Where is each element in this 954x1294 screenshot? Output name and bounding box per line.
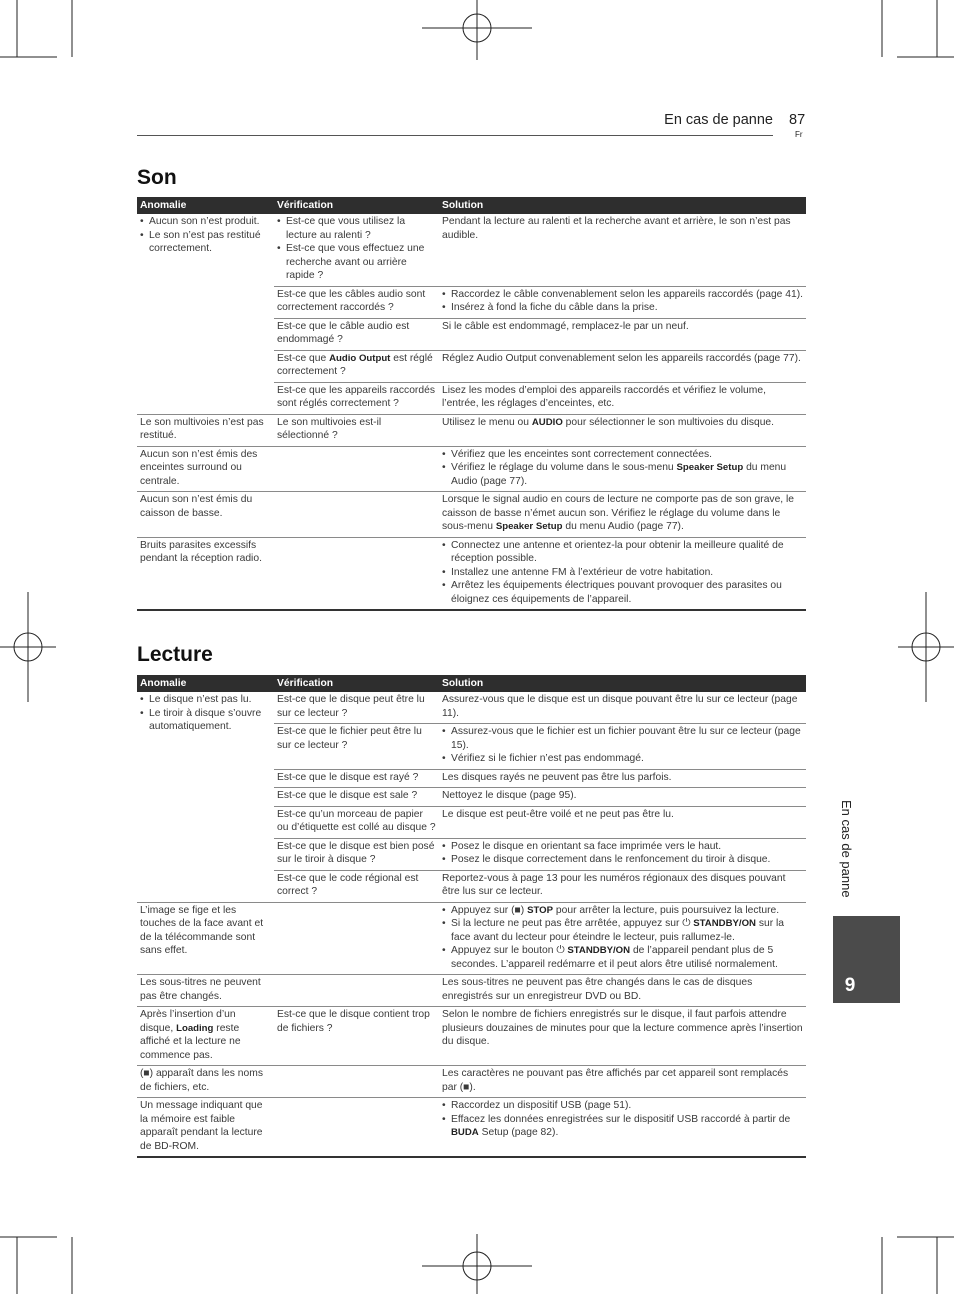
verification-cell xyxy=(274,446,439,492)
text: Setup (page 82). xyxy=(481,1127,559,1138)
display-message: Loading xyxy=(176,1022,214,1034)
verification-cell: Est-ce que le disque contient trop de fichiers ? xyxy=(274,1007,439,1066)
verification-cell xyxy=(274,350,439,382)
verification-cell: Est-ce que le disque peut être lu sur ce lecteur ? xyxy=(274,692,439,724)
anomalie-cell: Un message indiquant que la mémoire est faible apparaît pendant la lecture de BD-ROM. xyxy=(137,1098,274,1158)
setting-name: BUDA xyxy=(451,1127,479,1138)
button-name: STANDBY/ON xyxy=(693,918,756,929)
solution-cell: Nettoyez le disque (page 95). xyxy=(439,788,806,807)
setting-name: Speaker Setup xyxy=(676,462,744,473)
table-header-row xyxy=(137,197,806,214)
side-tab-label: En cas de panne xyxy=(839,800,854,898)
solution-cell: Les disques rayés ne peuvent pas être lus parfois. xyxy=(439,769,806,788)
verification-cell: Est-ce que les câbles audio sont correctement raccordés ? xyxy=(274,286,439,318)
solution-cell: Reportez-vous à page 13 pour les numéros régionaux des disques pouvant être lus sur ce lecteur. xyxy=(439,870,806,902)
solution-item: • Raccordez le câble convenablement selon les appareils raccordés (page 41). xyxy=(442,288,803,302)
solution-item: • Insérez à fond la fiche du câble dans la prise. xyxy=(442,301,803,315)
text: pour sélectionner le son multivoies du disque. xyxy=(565,416,775,428)
table-row xyxy=(137,1066,806,1098)
solution-cell: Réglez Audio Output convenablement selon les appareils raccordés (page 77). xyxy=(439,350,806,382)
solution-cell: Pendant la lecture au ralenti et la recherche avant et arrière, le son n’est pas audible. xyxy=(439,214,806,286)
verification-cell xyxy=(274,902,439,975)
button-name: AUDIO xyxy=(531,416,563,428)
solution-item: • Assurez-vous que le fichier est un fichier pouvant être lu sur ce lecteur (page 15). xyxy=(442,725,803,752)
table-row xyxy=(137,975,806,1007)
solution-cell: Les caractères ne pouvant pas être affichés par cet appareil sont remplacés par (■). xyxy=(439,1066,806,1098)
verification-cell xyxy=(274,537,439,610)
verification-cell: Est-ce que les appareils raccordés sont réglés correctement ? xyxy=(274,382,439,414)
verification-cell: Est-ce que le fichier peut être lu sur ce lecteur ? xyxy=(274,724,439,770)
anomalie-item: • Aucun son n’est produit. xyxy=(140,215,271,229)
setting-name: Audio Output xyxy=(329,352,391,364)
verification-cell: Est-ce que le disque est bien posé sur le tiroir à disque ? xyxy=(274,838,439,870)
anomalie-item: • Le tiroir à disque s’ouvre automatiquement. xyxy=(140,707,271,734)
col-solution: Solution xyxy=(439,197,806,214)
section-title-lecture: Lecture xyxy=(137,643,213,666)
solution-cell xyxy=(439,724,806,770)
setting-name: Speaker Setup xyxy=(495,521,563,532)
solution-item: • Posez le disque en orientant sa face imprimée vers le haut. xyxy=(442,840,803,854)
verification-cell: Est-ce que le disque est rayé ? xyxy=(274,769,439,788)
text: est réglé correctement ? xyxy=(277,352,433,377)
chapter-number: 9 xyxy=(844,975,856,996)
table-header-row xyxy=(137,675,806,692)
solution-cell xyxy=(439,286,806,318)
text: Effacez les données enregistrées sur le dispositif USB raccordé à partir de xyxy=(451,1113,791,1125)
anomalie-cell: Les sous-titres ne peuvent pas être changés. xyxy=(137,975,274,1007)
text: Appuyez sur (■) xyxy=(451,904,525,916)
table-row xyxy=(137,692,806,724)
table-row xyxy=(137,1098,806,1158)
side-tab xyxy=(836,800,856,910)
anomalie-item: • Le son n’est pas restitué correctement. xyxy=(140,229,271,256)
son-table xyxy=(137,197,806,611)
verification-cell xyxy=(274,1066,439,1098)
lecture-table xyxy=(137,675,806,1158)
col-anomalie: Anomalie xyxy=(137,675,274,692)
col-solution: Solution xyxy=(439,675,806,692)
solution-cell: Les sous-titres ne peuvent pas être changés dans le cas de disques enregistrés sur un enregistreur DVD ou BD. xyxy=(439,975,806,1007)
verification-cell: Le son multivoies est-il sélectionné ? xyxy=(274,414,439,446)
anomalie-cell: L’image se fige et les touches de la face avant et de la télécommande sont sans effet. xyxy=(137,902,274,975)
table-row xyxy=(137,214,806,286)
table-row xyxy=(137,902,806,975)
solution-item: • Posez le disque correctement dans le renfoncement du tiroir à disque. xyxy=(442,853,803,867)
solution-item xyxy=(442,1113,803,1140)
text: Après l’insertion d’un disque, xyxy=(140,1009,236,1034)
table-row xyxy=(137,1007,806,1066)
section-title-son: Son xyxy=(137,166,177,189)
verification-cell xyxy=(274,214,439,286)
solution-item: • Vérifiez que les enceintes sont correctement connectées. xyxy=(442,448,803,462)
text: de l’appareil pendant plus de 5 secondes. L’appareil redémarre et il peut alors être utilisé normalement. xyxy=(451,945,778,970)
verification-cell: Est-ce que le code régional est correct ? xyxy=(274,870,439,902)
text: Vérifiez le réglage du volume dans le sous-menu xyxy=(451,462,674,473)
solution-cell: Le disque est peut-être voilé et ne peut pas être lu. xyxy=(439,806,806,838)
col-verification: Vérification xyxy=(274,197,439,214)
button-name: STOP xyxy=(527,904,554,916)
table-row xyxy=(137,446,806,492)
anomalie-item: • Le disque n’est pas lu. xyxy=(140,693,271,707)
solution-cell xyxy=(439,537,806,610)
page-number: 87 xyxy=(789,112,806,128)
solution-cell: Lisez les modes d’emploi des appareils raccordés et vérifiez le volume, l’entrée, les réglages d’enceintes, etc. xyxy=(439,382,806,414)
solution-item xyxy=(442,944,803,971)
table-row xyxy=(137,492,806,538)
text: pour arrêter la lecture, puis poursuivez la lecture. xyxy=(555,904,780,916)
solution-cell: Si le câble est endommagé, remplacez-le par un neuf. xyxy=(439,318,806,350)
text: sur la face avant du lecteur pour éteindre le lecteur, puis rallumez-le. xyxy=(451,918,785,943)
solution-cell xyxy=(439,492,806,538)
verification-item: • Est-ce que vous utilisez la lecture au ralenti ? xyxy=(277,215,436,242)
col-verification: Vérification xyxy=(274,675,439,692)
solution-item: • Vérifiez si le fichier n’est pas endommagé. xyxy=(442,752,803,766)
text: du menu Audio (page 77). xyxy=(565,521,684,532)
text: Est-ce que xyxy=(277,352,327,364)
col-anomalie: Anomalie xyxy=(137,197,274,214)
verification-item: • Est-ce que vous effectuez une recherche avant ou arrière rapide ? xyxy=(277,242,436,283)
anomalie-cell: Bruits parasites excessifs pendant la réception radio. xyxy=(137,537,274,610)
solution-item xyxy=(442,461,803,488)
verification-cell: Est-ce que le disque est sale ? xyxy=(274,788,439,807)
solution-cell xyxy=(439,902,806,975)
solution-item: • Installez une antenne FM à l’extérieur de votre habitation. xyxy=(442,566,803,580)
solution-item: • Arrêtez les équipements électriques pouvant provoquer des parasites ou éloignez ces équipements de l’appareil. xyxy=(442,579,803,606)
text: Appuyez sur le bouton ⏻ xyxy=(451,945,565,956)
solution-item: • Connectez une antenne et orientez-la pour obtenir la meilleure qualité de réception possible. xyxy=(442,539,803,566)
anomalie-cell xyxy=(137,692,274,902)
text: du menu Audio (page 77). xyxy=(451,462,787,487)
text: Utilisez le menu ou xyxy=(442,416,529,428)
button-name: STANDBY/ON xyxy=(567,945,631,956)
verification-cell xyxy=(274,1098,439,1158)
verification-cell: Est-ce que le câble audio est endommagé ? xyxy=(274,318,439,350)
text: Si la lecture ne peut pas être arrêtée, appuyez sur ⏻ xyxy=(451,918,691,929)
anomalie-cell: Aucun son n’est émis des enceintes surround ou centrale. xyxy=(137,446,274,492)
anomalie-cell xyxy=(137,1007,274,1066)
anomalie-cell: (■) apparaît dans les noms de fichiers, etc. xyxy=(137,1066,274,1098)
header-rule xyxy=(137,135,773,136)
verification-cell xyxy=(274,492,439,538)
solution-cell xyxy=(439,446,806,492)
verification-cell: Est-ce qu’un morceau de papier ou d’étiquette est collé au disque ? xyxy=(274,806,439,838)
anomalie-cell: Aucun son n’est émis du caisson de basse. xyxy=(137,492,274,538)
language-code: Fr xyxy=(795,130,803,139)
solution-item xyxy=(442,917,803,944)
solution-item xyxy=(442,904,803,918)
anomalie-cell: Le son multivoies n’est pas restitué. xyxy=(137,414,274,446)
table-row xyxy=(137,414,806,446)
anomalie-cell xyxy=(137,214,274,414)
table-row xyxy=(137,537,806,610)
header-section-title: En cas de panne xyxy=(664,112,773,128)
text: reste affiché et la lecture ne commence pas. xyxy=(140,1022,241,1061)
solution-item: • Raccordez un dispositif USB (page 51). xyxy=(442,1099,803,1113)
solution-cell: Selon le nombre de fichiers enregistrés sur le disque, il faut parfois attendre plusieurs douzaines de minutes pour que la lecture commence après l’insertion du disque. xyxy=(439,1007,806,1066)
solution-cell: Assurez-vous que le disque est un disque pouvant être lu sur ce lecteur (page 11). xyxy=(439,692,806,724)
solution-cell xyxy=(439,414,806,446)
text: Lorsque le signal audio en cours de lecture ne comporte pas de son grave, le caisson de basse n’émet aucun son. Vérifiez le réglage du volume dans le sous-menu xyxy=(442,494,795,532)
solution-cell xyxy=(439,838,806,870)
verification-cell xyxy=(274,975,439,1007)
solution-cell xyxy=(439,1098,806,1158)
